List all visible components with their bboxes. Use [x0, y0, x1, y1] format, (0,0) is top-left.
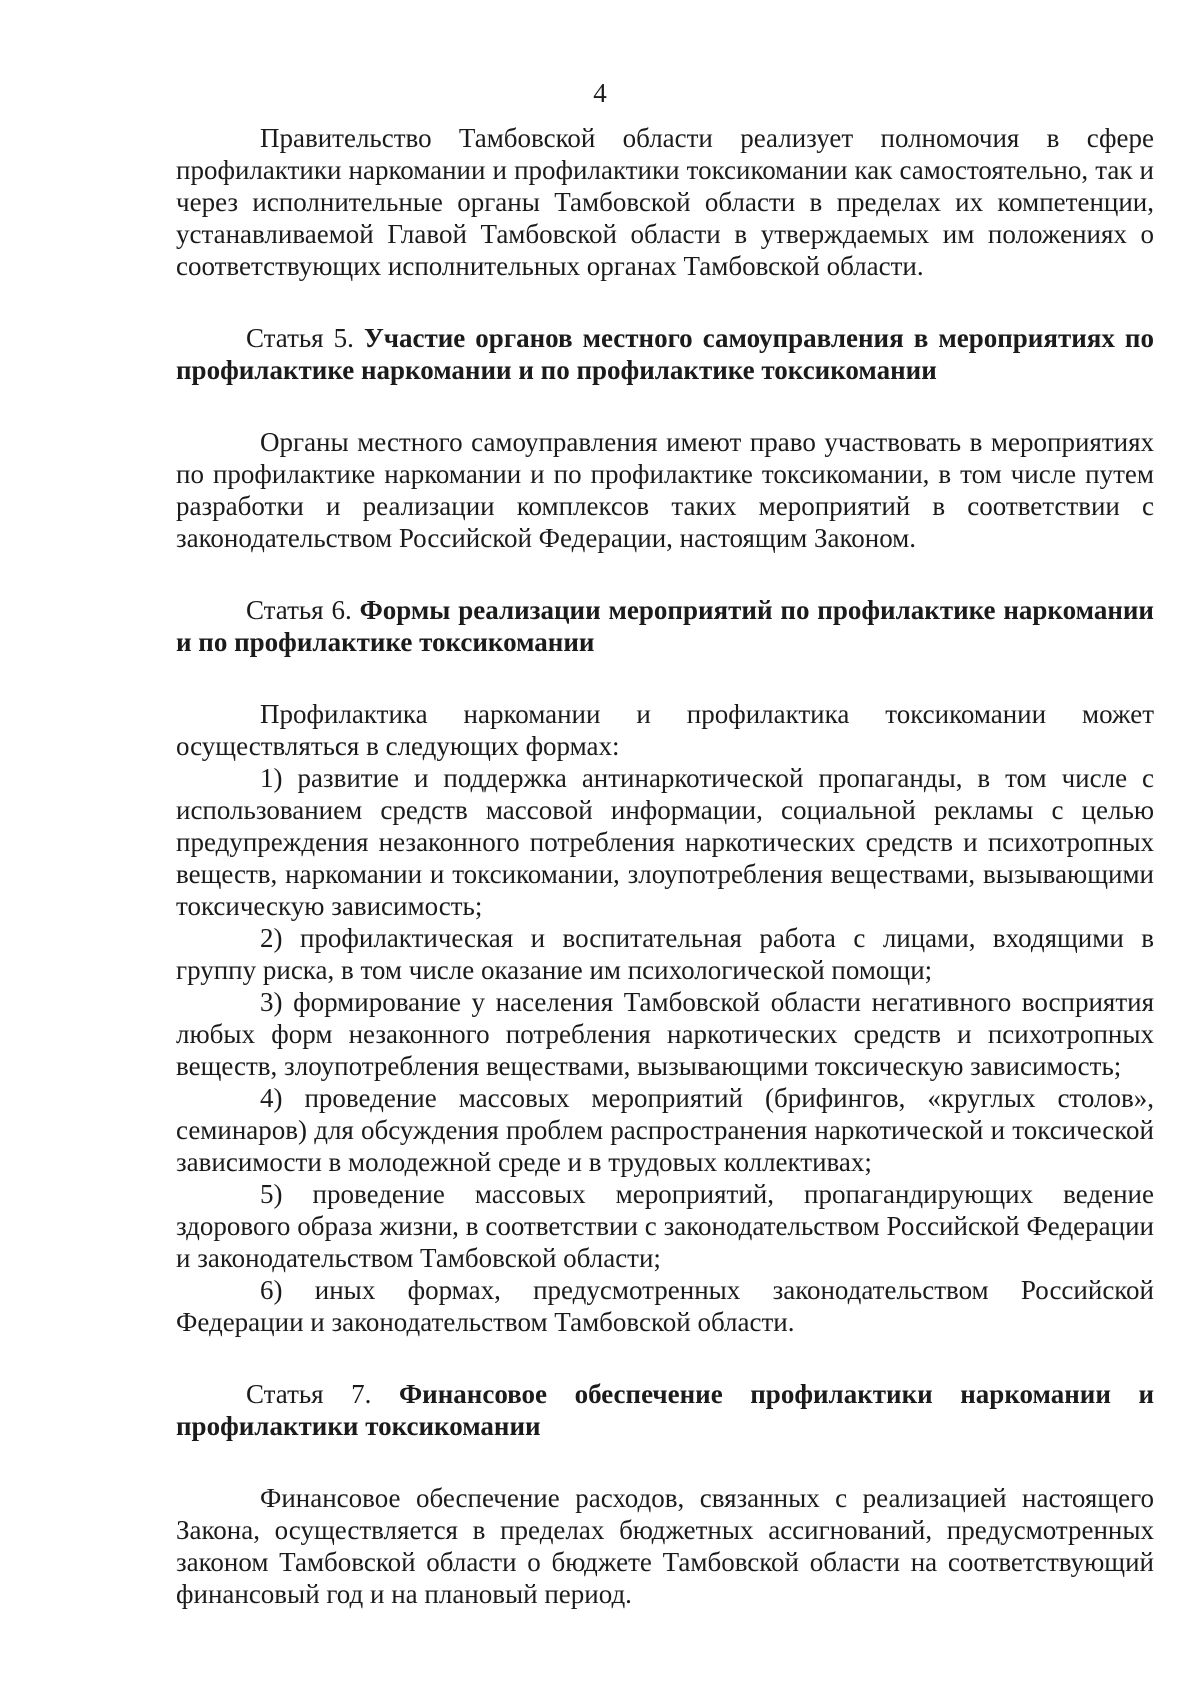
article-5-text: Органы местного самоуправления имеют право участвовать в мероприятиях по профилактике наркомании и по профилактике токсикомании, в том числе путем разработки и реализации комплексов таких мероприятий в соответствии с законодательством Российской Федерации, настоящим Законом. — [176, 427, 1154, 553]
article-6-heading — [176, 594, 1154, 658]
article-5-number: Статья 5. — [246, 323, 354, 353]
list-item: 2) профилактическая и воспитательная работа с лицами, входящими в группу риска, в том числе оказание им психологической помощи; — [176, 923, 1154, 985]
article-5-heading — [176, 322, 1154, 386]
list-item: 4) проведение массовых мероприятий (брифингов, «круглых столов», семинаров) для обсуждения проблем распространения наркотической и токсической зависимости в молодежной среде и в трудовых коллективах; — [176, 1083, 1154, 1177]
paragraph-government-powers: Правительство Тамбовской области реализует полномочия в сфере профилактики наркомании и профилактики токсикомании как самостоятельно, так и через исполнительные органы Тамбовской области в пределах их компетенции, устанавливаемой Главой Тамбовской области в утверждаемых им положениях о соответствующих исполнительных органах Тамбовской области. — [176, 123, 1154, 281]
article-6-number: Статья 6. — [246, 595, 352, 625]
article-5-title: Участие органов местного самоуправления в мероприятиях по профилактике наркомании и по профилактике токсикомании — [176, 323, 1154, 385]
list-item: 6) иных формах, предусмотренных законодательством Российской Федерации и законодательством Тамбовской области. — [176, 1275, 1154, 1337]
article-7-text: Финансовое обеспечение расходов, связанных с реализацией настоящего Закона, осуществляется в пределах бюджетных ассигнований, предусмотренных законом Тамбовской области о бюджете Тамбовской области на соответствующий финансовый год и на плановый период. — [176, 1483, 1154, 1609]
list-item: 1) развитие и поддержка антинаркотической пропаганды, в том числе с использованием средств массовой информации, социальной рекламы с целью предупреждения незаконного потребления наркотических средств и психотропных веществ, наркомании и токсикомании, злоупотребления веществами, вызывающими токсическую зависимость; — [176, 763, 1154, 921]
article-6-intro: Профилактика наркомании и профилактика токсикомании может осуществляться в следующих формах: — [176, 699, 1154, 761]
article-6-body — [176, 698, 1154, 1338]
page-number: 4 — [593, 78, 607, 108]
article-6-title: Формы реализации мероприятий по профилактике наркомании и по профилактике токсикомании — [176, 595, 1154, 657]
article-7-number: Статья 7. — [246, 1379, 372, 1409]
article-7-heading — [176, 1378, 1154, 1442]
document-body — [176, 122, 1154, 1610]
article-7-title: Финансовое обеспечение профилактики наркомании и профилактики токсикомании — [176, 1379, 1154, 1441]
list-item: 3) формирование у населения Тамбовской области негативного восприятия любых форм незаконного потребления наркотических средств и психотропных веществ, злоупотребления веществами, вызывающими токсическую зависимость; — [176, 987, 1154, 1081]
list-item: 5) проведение массовых мероприятий, пропагандирующих ведение здорового образа жизни, в соответствии с законодательством Российской Федерации и законодательством Тамбовской области; — [176, 1179, 1154, 1273]
